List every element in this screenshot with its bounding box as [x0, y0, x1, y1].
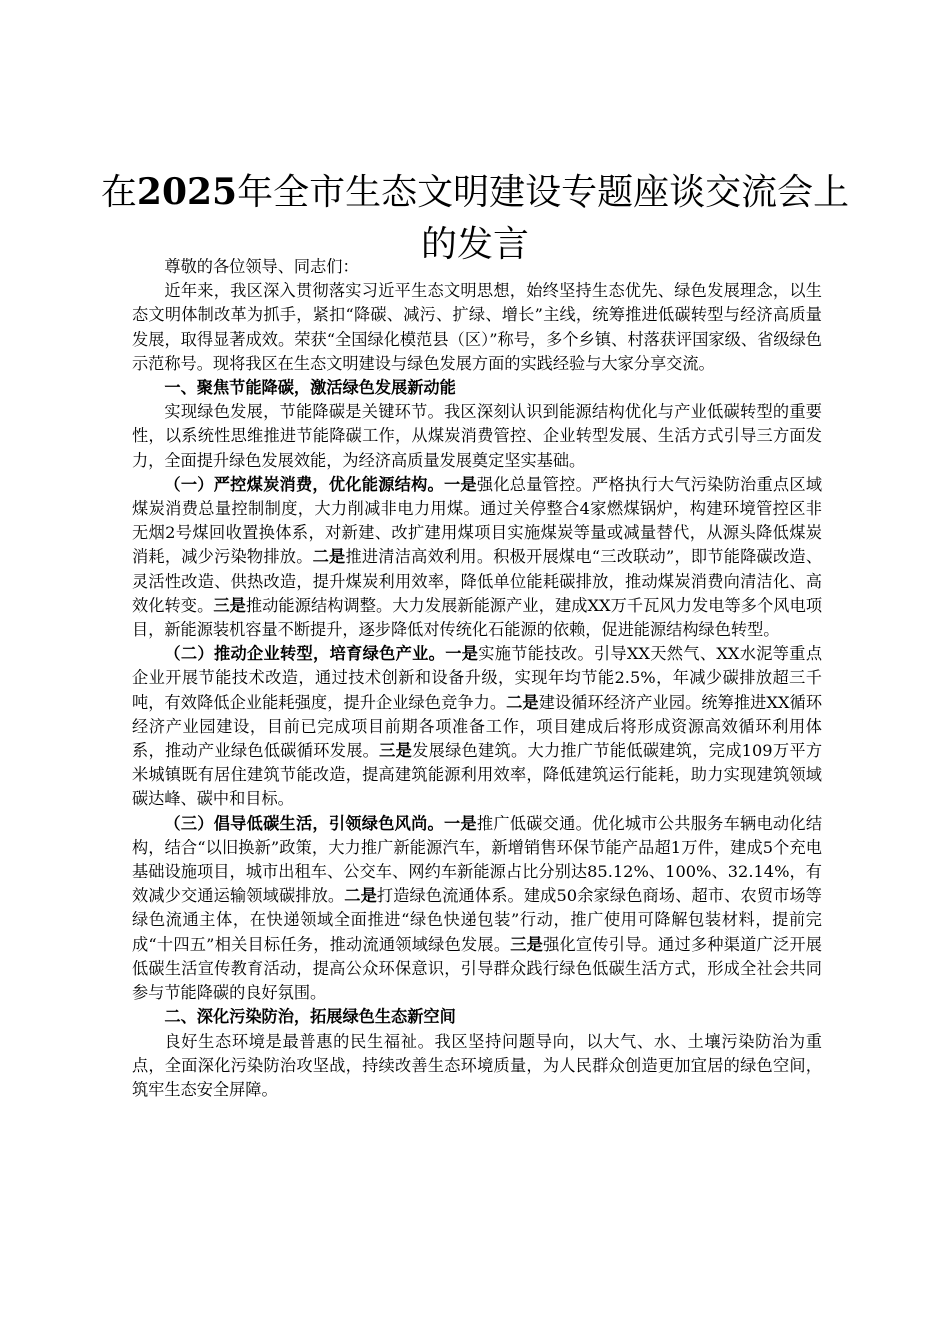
sub-2-keyword-3: 三是 [379, 741, 413, 761]
sub-3-heading: （三）倡导低碳生活，引领绿色风尚。 [164, 813, 444, 833]
sub-2-text-1: 实施节能技改。引导XX天然气、XX水泥等重点企业开展节能技术改造，通过技术创新和设备升级，实现年均节能2.5%，年减少碳排放超三千吨，有效降低企业能耗强度，提升企业绿色竞争力。 [132, 644, 823, 712]
sub-1-text-1: 强化总量管控。严格执行大气污染防治重点区域煤炭消费总量控制制度，大力削减非电力用煤。通过关停整合4家燃煤锅炉，构建环境管控区非无烟2号煤回收置换体系，对新建、改扩建用煤项目实施煤炭等量或减量替代，从源头降低煤炭消耗，减少污染物排放。 [132, 474, 823, 567]
sub-1-text-2: 推进清洁高效利用。积极开展煤电“三改联动”，即节能降碳改造、灵活性改造、供热改造，提升煤炭利用效率，降低单位能耗碳排放，推动煤炭消费向清洁化、高效化转变。 [132, 547, 822, 615]
section-1-sub-3-paragraph [132, 812, 822, 1006]
sub-1-keyword-3: 三是 [213, 595, 246, 615]
sub-2-keyword-1: 一是 [445, 644, 479, 664]
sub-1-keyword-1: 一是 [443, 474, 477, 494]
section-1-lead-paragraph: 实现绿色发展，节能降碳是关键环节。我区深刻认识到能源结构优化与产业低碳转型的重要性，以系统性思维推进节能降碳工作，从煤炭消费管控、企业转型发展、生活方式引导三方面发力，全面提升绿色发展效能，为经济高质量发展奠定坚实基础。 [132, 402, 822, 470]
title-year: 2025 [136, 171, 238, 213]
sub-3-keyword-3: 三是 [510, 934, 544, 954]
sub-3-keyword-1: 一是 [443, 813, 477, 833]
title-prefix: 在 [100, 172, 137, 213]
intro-paragraph: 近年来，我区深入贯彻落实习近平生态文明思想，始终坚持生态优先、绿色发展理念，以生态文明体制改革为抓手，紧扣“降碳、减污、扩绿、增长”主线，统筹推进低碳转型与经济高质量发展，取得显著成效。荣获“全国绿化模范县（区）”称号，多个乡镇、村落获评国家级、省级绿色示范称号。现将我区在生态文明建设与绿色发展方面的实践经验与大家分享交流。 [132, 281, 822, 373]
sub-2-text-3: 发展绿色建筑。大力推广节能低碳建筑，完成109万平方米城镇既有居住建筑节能改造，提高建筑能源利用效率，降低建筑运行能耗，助力实现建筑领域碳达峰、碳中和目标。 [132, 741, 823, 809]
section-2-lead-paragraph: 良好生态环境是最普惠的民生福祉。我区坚持问题导向，以大气、水、土壤污染防治为重点，全面深化污染防治攻坚战，持续改善生态环境质量，为人民群众创造更加宜居的绿色空间，筑牢生态安全屏障。 [132, 1031, 822, 1099]
sub-1-keyword-2: 二是 [312, 547, 346, 567]
sub-3-text-2: 打造绿色流通体系。建成50余家绿色商场、超市、农贸市场等绿色流通主体，在快递领域全面推进“绿色快递包装”行动，推广使用可降解包装材料，提前完成“十四五”相关目标任务，推动流通领域绿色发展。 [132, 886, 822, 954]
sub-1-heading: （一）严控煤炭消费，优化能源结构。 [164, 474, 444, 494]
sub-3-keyword-2: 二是 [344, 886, 377, 906]
section-2-heading: 二、深化污染防治，拓展绿色生态新空间 [164, 1007, 456, 1027]
section-1-sub-2-paragraph [132, 642, 822, 811]
sub-1-text-3: 推动能源结构调整。大力发展新能源产业，建成XX万千瓦风力发电等多个风电项目，新能源装机容量不断提升，逐步降低对传统化石能源的依赖，促进能源结构绿色转型。 [132, 595, 823, 640]
sub-3-text-1: 推广低碳交通。优化城市公共服务车辆电动化结构，结合“以旧换新”政策，大力推广新能源汽车，新增销售环保节能产品超1万件，建成5个充电基础设施项目，城市出租车、公交车、网约车新能源占比分别达85.12%、100%、32.14%，有效减少交通运输领域碳排放。 [132, 813, 823, 906]
sub-2-text-2: 建设循环经济产业园。统筹推进XX循环经济产业园建设，目前已完成项目前期各项准备工作，项目建成后将形成资源高效循环利用体系，推动产业绿色低碳循环发展。 [132, 692, 823, 761]
section-1-sub-1-paragraph [132, 473, 822, 642]
section-1-heading: 一、聚焦节能降碳，激活绿色发展新动能 [164, 378, 456, 398]
title-suffix: 年全市生态文明建设专题座谈交流会上的发言 [237, 172, 850, 265]
sub-2-keyword-2: 二是 [506, 692, 539, 712]
sub-2-heading: （二）推动企业转型，培育绿色产业。 [164, 644, 446, 664]
greeting: 尊敬的各位领导、同志们： [164, 257, 359, 276]
sub-3-text-3: 强化宣传引导。通过多种渠道广泛开展低碳生活宣传教育活动，提高公众环保意识，引导群众践行绿色低碳生活方式，形成全社会共同参与节能降碳的良好氛围。 [132, 934, 822, 1003]
document-body [132, 255, 822, 1102]
